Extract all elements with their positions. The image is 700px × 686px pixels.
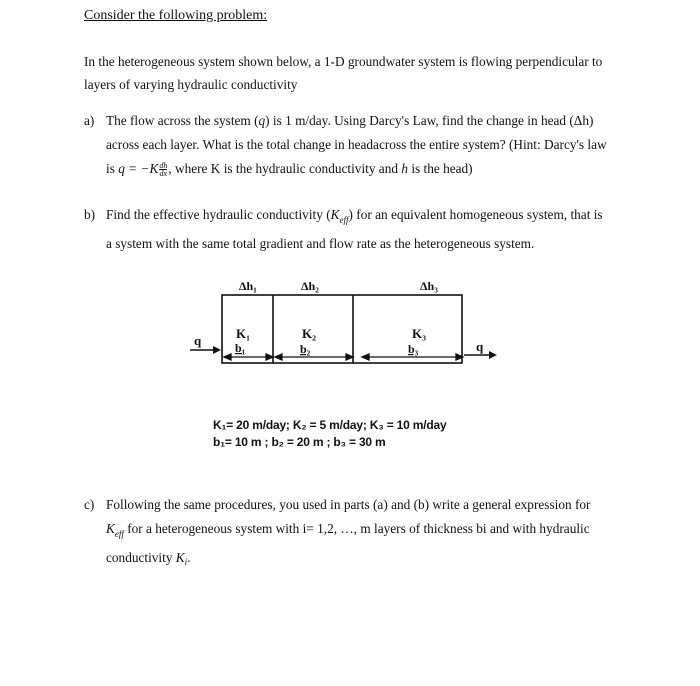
b2-arrowhead-right [346, 354, 353, 360]
part-a-text: is [106, 161, 119, 176]
part-c-text: . [187, 549, 191, 565]
flow-out-arrowhead [489, 351, 497, 359]
problem-heading: Consider the following problem: [84, 8, 268, 23]
intro-line-2: layers of varying hydraulic conductivity [84, 77, 298, 92]
b3-arrowhead-left [362, 354, 369, 360]
thickness-arrows [224, 354, 463, 360]
part-a-body [106, 109, 607, 181]
darcy-equation: q = −K [118, 161, 159, 176]
keff-subscript: eff [339, 214, 349, 225]
fraction-denominator: dx [159, 169, 168, 179]
ki-subscript: i [184, 557, 188, 568]
keff-symbol: K [330, 207, 340, 222]
k3-label: K₃ [412, 326, 427, 341]
b1-arrowhead-left [224, 354, 231, 360]
b2-arrowhead-left [275, 354, 282, 360]
part-a-line-1 [106, 109, 607, 133]
dh-dx-fraction [159, 162, 167, 177]
part-c-line-1: Following the same procedures, you used in parts (a) and (b) write a general expression for [106, 497, 591, 512]
intro-paragraph [84, 50, 624, 96]
part-c-text: for a heterogeneous system with i= 1,2, …, m layers of thickness bi and with hydraulic [123, 521, 590, 536]
part-b [84, 203, 644, 253]
part-b-line-2: a system with the same total gradient and flow rate as the heterogeneous system. [106, 235, 535, 251]
part-b-label: b) [84, 207, 96, 222]
part-b-text: Find the effective hydraulic conductivity ( [106, 207, 331, 222]
part-a-text: is the head) [408, 161, 473, 176]
b2-label: b₂ [300, 342, 311, 356]
delta-h2-label: Δh₂ [301, 279, 319, 293]
part-c-text: conductivity [106, 549, 176, 565]
part-a-line-2: across each layer. What is the total change in headacross the entire system? (Hint: Darcy's law [106, 137, 607, 152]
keff-subscript: eff [114, 528, 124, 539]
part-a-var-h: h [401, 161, 408, 176]
diagram-legend-line-1: K₁= 20 m/day; K₂ = 5 m/day; K₃ = 10 m/day [213, 418, 447, 432]
part-c [84, 493, 644, 573]
flow-in-arrowhead [213, 346, 221, 354]
part-a-label: a) [84, 113, 95, 128]
part-a-text: ) is 1 m/day. Using Darcy's Law, find the change in head (Δh) [265, 113, 594, 128]
part-c-line-2 [106, 517, 590, 546]
part-c-body [106, 493, 590, 574]
keff-symbol: K [106, 521, 115, 536]
diagram-legend-line-2: b₁= 10 m ; b₂ = 20 m ; b₃ = 30 m [213, 435, 386, 449]
layered-aquifer-diagram [190, 275, 510, 395]
part-b-text: ) for an equivalent homogeneous system, that is [348, 207, 603, 222]
part-a-text: , where K is the hydraulic conductivity and [168, 161, 402, 176]
delta-h3-label: Δh₃ [420, 279, 438, 293]
part-a [84, 109, 644, 189]
k1-label: K₁ [236, 326, 251, 341]
ki-symbol: K [175, 549, 185, 565]
part-c-label: c) [84, 497, 95, 512]
part-b-line-1 [106, 203, 603, 232]
fraction-numerator: dh [159, 161, 168, 171]
part-a-text: The flow across the system ( [106, 113, 259, 128]
part-a-var-q: q [258, 113, 266, 128]
flow-in-label: q [194, 333, 202, 348]
intro-line-1: In the heterogeneous system shown below, a 1-D groundwater system is flowing perpendicular to [84, 54, 603, 69]
b3-label: b₃ [408, 342, 419, 356]
flow-out-label: q [476, 339, 484, 354]
part-a-line-3 [106, 157, 607, 181]
b1-label: b₁ [235, 341, 246, 355]
delta-h1-label: Δh₁ [239, 279, 257, 293]
part-c-line-3 [106, 546, 590, 575]
part-b-body [106, 203, 603, 256]
b1-arrowhead-right [266, 354, 273, 360]
k2-label: K₂ [302, 326, 317, 341]
